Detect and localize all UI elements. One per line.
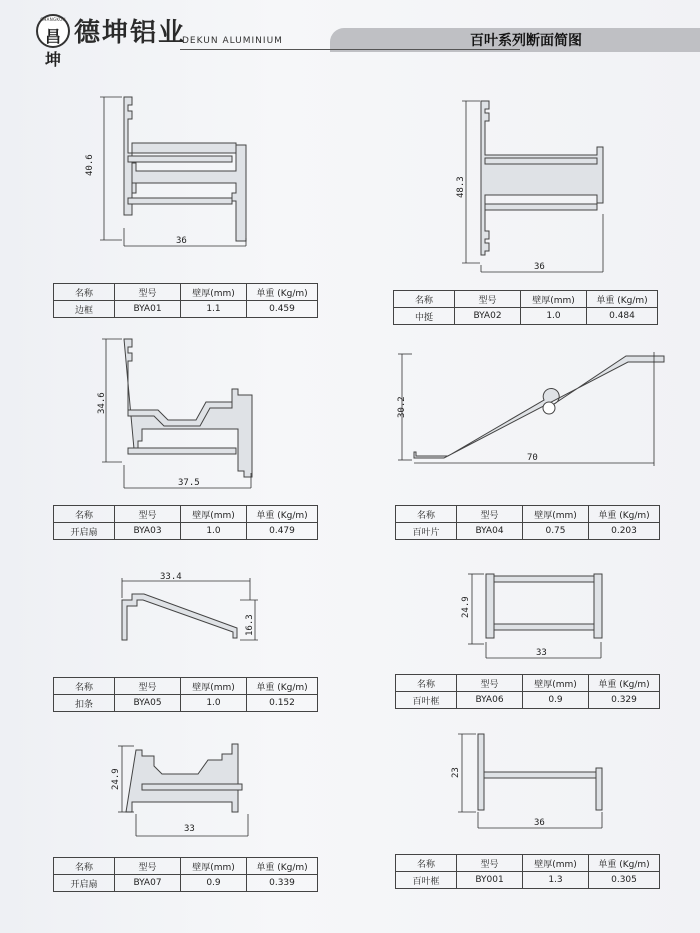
dim-width-bya07: 33	[184, 824, 195, 834]
header-wall: 壁厚(mm)	[521, 291, 587, 308]
spec-table-bya04	[395, 505, 660, 540]
header-weight: 单重 (Kg/m)	[587, 291, 658, 308]
header-weight: 单重 (Kg/m)	[247, 506, 318, 523]
header-wall: 壁厚(mm)	[523, 675, 589, 692]
brand-name-cn: 德坤铝业	[74, 18, 187, 48]
header-name: 名称	[54, 506, 115, 523]
cell-weight: 0.305	[589, 872, 660, 889]
cell-model: BYA06	[457, 692, 523, 709]
profile-drawing-bya05	[122, 572, 258, 640]
header-wall: 壁厚(mm)	[523, 855, 589, 872]
header-wall: 壁厚(mm)	[181, 506, 247, 523]
dim-width-bya06: 33	[536, 648, 547, 658]
page-title: 百叶系列断面简图	[470, 33, 582, 49]
spec-table-bya05	[53, 677, 318, 712]
dim-width-bya02: 36	[534, 262, 545, 272]
spec-table-by001	[395, 854, 660, 889]
header-wall: 壁厚(mm)	[523, 506, 589, 523]
cell-name: 边框	[54, 301, 115, 318]
header-wall: 壁厚(mm)	[181, 284, 247, 301]
cell-model: BYA05	[115, 695, 181, 712]
cell-weight: 0.484	[587, 308, 658, 325]
header-name: 名称	[396, 675, 457, 692]
cell-weight: 0.152	[247, 695, 318, 712]
header-name: 名称	[54, 858, 115, 875]
cell-wall: 1.0	[521, 308, 587, 325]
cell-name: 扣条	[54, 695, 115, 712]
dim-width-bya05: 33.4	[160, 572, 182, 582]
cell-weight: 0.203	[589, 523, 660, 540]
header-model: 型号	[115, 678, 181, 695]
profile-drawing-bya04	[397, 352, 664, 466]
cell-weight: 0.479	[247, 523, 318, 540]
header-model: 型号	[115, 858, 181, 875]
cell-name: 百叶框	[396, 872, 457, 889]
profile-drawing-bya02	[456, 101, 603, 272]
cell-model: BYA03	[115, 523, 181, 540]
cell-wall: 1.1	[181, 301, 247, 318]
dim-width-bya04: 70	[527, 453, 538, 463]
logo-mark: 昌坤	[44, 27, 61, 69]
spec-table-bya03	[53, 505, 318, 540]
header-name: 名称	[54, 284, 115, 301]
cell-name: 中挺	[394, 308, 455, 325]
profile-drawing-bya07	[111, 744, 248, 836]
spec-table-bya01	[53, 283, 318, 318]
header-model: 型号	[455, 291, 521, 308]
profile-drawing-by001	[451, 734, 602, 828]
header-name: 名称	[396, 855, 457, 872]
header-weight: 单重 (Kg/m)	[589, 506, 660, 523]
cell-name: 开启扇	[54, 875, 115, 892]
spec-table-bya02	[393, 290, 658, 325]
header-weight: 单重 (Kg/m)	[589, 675, 660, 692]
cell-name: 百叶片	[396, 523, 457, 540]
dim-height-bya05: 16.3	[245, 614, 255, 636]
cell-wall: 0.75	[523, 523, 589, 540]
cell-wall: 1.0	[181, 523, 247, 540]
dim-height-bya06: 24.9	[461, 596, 471, 618]
header-weight: 单重 (Kg/m)	[247, 678, 318, 695]
header-model: 型号	[457, 855, 523, 872]
cell-weight: 0.329	[589, 692, 660, 709]
cell-weight: 0.459	[247, 301, 318, 318]
cell-wall: 1.0	[181, 695, 247, 712]
dim-width-bya01: 36	[176, 236, 187, 246]
header-weight: 单重 (Kg/m)	[247, 858, 318, 875]
cell-name: 百叶框	[396, 692, 457, 709]
header-model: 型号	[457, 675, 523, 692]
spec-table-bya07	[53, 857, 318, 892]
dim-height-bya07: 24.9	[111, 768, 121, 790]
header-name: 名称	[394, 291, 455, 308]
cell-weight: 0.339	[247, 875, 318, 892]
header-wall: 壁厚(mm)	[181, 678, 247, 695]
cell-model: BYA01	[115, 301, 181, 318]
header-model: 型号	[115, 506, 181, 523]
cell-model: BYA07	[115, 875, 181, 892]
header-model: 型号	[115, 284, 181, 301]
dim-width-bya03: 37.5	[178, 478, 200, 488]
spec-table-bya06	[395, 674, 660, 709]
dim-height-bya01: 40.6	[85, 154, 95, 176]
dim-height-bya02: 48.3	[456, 176, 466, 198]
dim-height-by001: 23	[451, 767, 461, 778]
cell-wall: 1.3	[523, 872, 589, 889]
profile-drawing-bya01	[85, 97, 246, 246]
cell-wall: 0.9	[181, 875, 247, 892]
dim-height-bya03: 34.6	[97, 392, 107, 414]
header-weight: 单重 (Kg/m)	[247, 284, 318, 301]
logo-small-text: CHANGKUN	[40, 17, 66, 22]
brand-name-en: DEKUN ALUMINIUM	[182, 36, 283, 46]
cell-model: BYA02	[455, 308, 521, 325]
header-name: 名称	[54, 678, 115, 695]
header-name: 名称	[396, 506, 457, 523]
profile-drawing-bya06	[461, 574, 602, 658]
header-model: 型号	[457, 506, 523, 523]
dim-width-by001: 36	[534, 818, 545, 828]
cell-model: BYA04	[457, 523, 523, 540]
cell-name: 开启扇	[54, 523, 115, 540]
header-weight: 单重 (Kg/m)	[589, 855, 660, 872]
profile-drawing-bya03	[97, 339, 252, 488]
header-wall: 壁厚(mm)	[181, 858, 247, 875]
cell-model: BY001	[457, 872, 523, 889]
dim-height-bya04: 30.2	[397, 396, 407, 418]
cell-wall: 0.9	[523, 692, 589, 709]
